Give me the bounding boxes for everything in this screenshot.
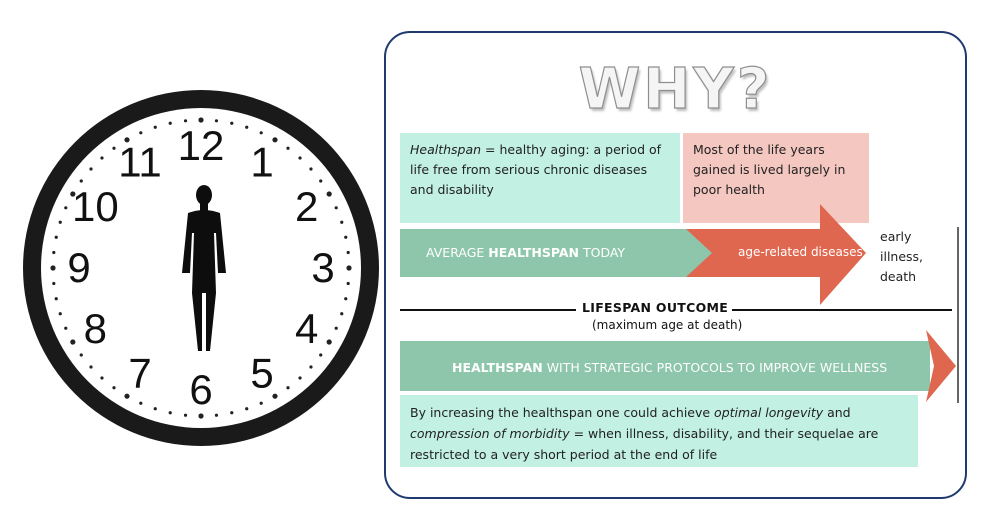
life-years-note-text: Most of the life years gained is lived largely in poor health — [693, 142, 846, 197]
clock-number: 1 — [250, 138, 274, 186]
clock-dot — [169, 122, 172, 125]
clock-dot — [139, 131, 142, 134]
clock-number: 12 — [177, 122, 225, 169]
clock-number: 11 — [118, 138, 162, 186]
clock-dot — [59, 221, 62, 224]
clock-dot — [327, 191, 332, 196]
clock-dot — [112, 386, 115, 389]
average-label-suffix: TODAY — [579, 245, 626, 260]
early-death-line: illness, — [880, 249, 924, 264]
clock-dot — [52, 251, 55, 254]
clock-dot — [112, 147, 115, 150]
clock-dot — [230, 122, 233, 125]
compression-text: = when illness, disability, and their sequelae are restricted to a very short period at the end of life — [410, 426, 879, 462]
strategic-label-suffix: WITH STRATEGIC PROTOCOLS TO IMPROVE WELLNESS — [542, 360, 888, 375]
compression-of-morbidity-box — [400, 395, 918, 467]
clock-dot — [335, 327, 338, 330]
clock-number: 3 — [311, 244, 335, 291]
clock-number: 8 — [83, 305, 108, 352]
compression-of-morbidity-term: compression of morbidity — [410, 426, 570, 441]
clock-dot — [100, 156, 103, 159]
clock-dot — [89, 167, 92, 170]
clock-dot — [64, 327, 67, 330]
clock-dot — [198, 413, 203, 418]
clock-dot — [286, 147, 289, 150]
clock-number: 5 — [250, 349, 274, 397]
average-label-prefix: AVERAGE — [426, 245, 489, 260]
clock-dot — [346, 265, 351, 270]
clock-dot — [344, 236, 347, 239]
optimal-longevity-term: optimal longevity — [714, 405, 824, 420]
strategic-label-bold: HEALTHSPAN — [452, 360, 543, 375]
clock-dot — [50, 265, 55, 270]
clock-dot — [184, 414, 187, 417]
healthspan-definition-text: = healthy aging: a period of life free from serious chronic diseases and disability — [410, 142, 662, 197]
clock-dot — [309, 167, 312, 170]
why-panel — [384, 31, 967, 499]
clock-dot — [260, 131, 263, 134]
clock-dot — [347, 251, 350, 254]
clock-dot — [100, 376, 103, 379]
clock-dot — [64, 206, 67, 209]
lifespan-outcome-label: LIFESPAN OUTCOME — [582, 300, 729, 315]
clock-dot — [230, 411, 233, 414]
clock-dot — [245, 407, 248, 410]
clock-dot — [260, 402, 263, 405]
clock-dot — [52, 282, 55, 285]
clock-dot — [215, 414, 218, 417]
why-title: WHY? — [578, 57, 773, 122]
age-related-diseases-label: age-related diseases — [738, 245, 863, 259]
clock-dot — [154, 407, 157, 410]
clock-dot — [169, 411, 172, 414]
clock-dot — [55, 236, 58, 239]
average-label-bold: HEALTHSPAN — [488, 245, 579, 260]
early-death-line: death — [880, 269, 917, 284]
clock-dot — [309, 365, 312, 368]
clock-dot — [59, 312, 62, 315]
clock-dot — [139, 402, 142, 405]
clock-dot — [245, 126, 248, 129]
clock-dot — [319, 353, 322, 356]
healthspan-term: Healthspan — [410, 142, 482, 157]
clock-dot — [347, 282, 350, 285]
compression-text: and — [823, 405, 851, 420]
early-death-line: early — [880, 229, 912, 244]
clock-number: 10 — [71, 183, 119, 230]
clock-dot — [55, 297, 58, 300]
clock-dot — [327, 339, 332, 344]
clock-dot — [154, 126, 157, 129]
clock-dot — [340, 221, 343, 224]
clock-number: 9 — [67, 244, 91, 291]
clock-dot — [298, 156, 301, 159]
clock-dot — [80, 353, 83, 356]
clock-dot — [319, 179, 322, 182]
clock-number: 4 — [294, 305, 319, 352]
average-healthspan-label — [426, 245, 625, 260]
compression-text: By increasing the healthspan one could achieve — [410, 405, 715, 420]
strategic-healthspan-label — [452, 360, 887, 375]
clock-number: 7 — [128, 349, 152, 397]
wall-clock — [20, 83, 382, 453]
clock-dot — [70, 339, 75, 344]
early-death-note — [880, 227, 923, 287]
lifespan-outcome-sublabel: (maximum age at death) — [592, 318, 743, 332]
clock-dot — [298, 376, 301, 379]
clock-dot — [286, 386, 289, 389]
clock-number: 2 — [294, 183, 319, 230]
clock-dot — [340, 312, 343, 315]
strategic-healthspan-arrow-head — [926, 330, 956, 402]
clock-number: 6 — [189, 366, 213, 413]
clock-dot — [89, 365, 92, 368]
clock-dot — [344, 297, 347, 300]
clock-dot — [335, 206, 338, 209]
